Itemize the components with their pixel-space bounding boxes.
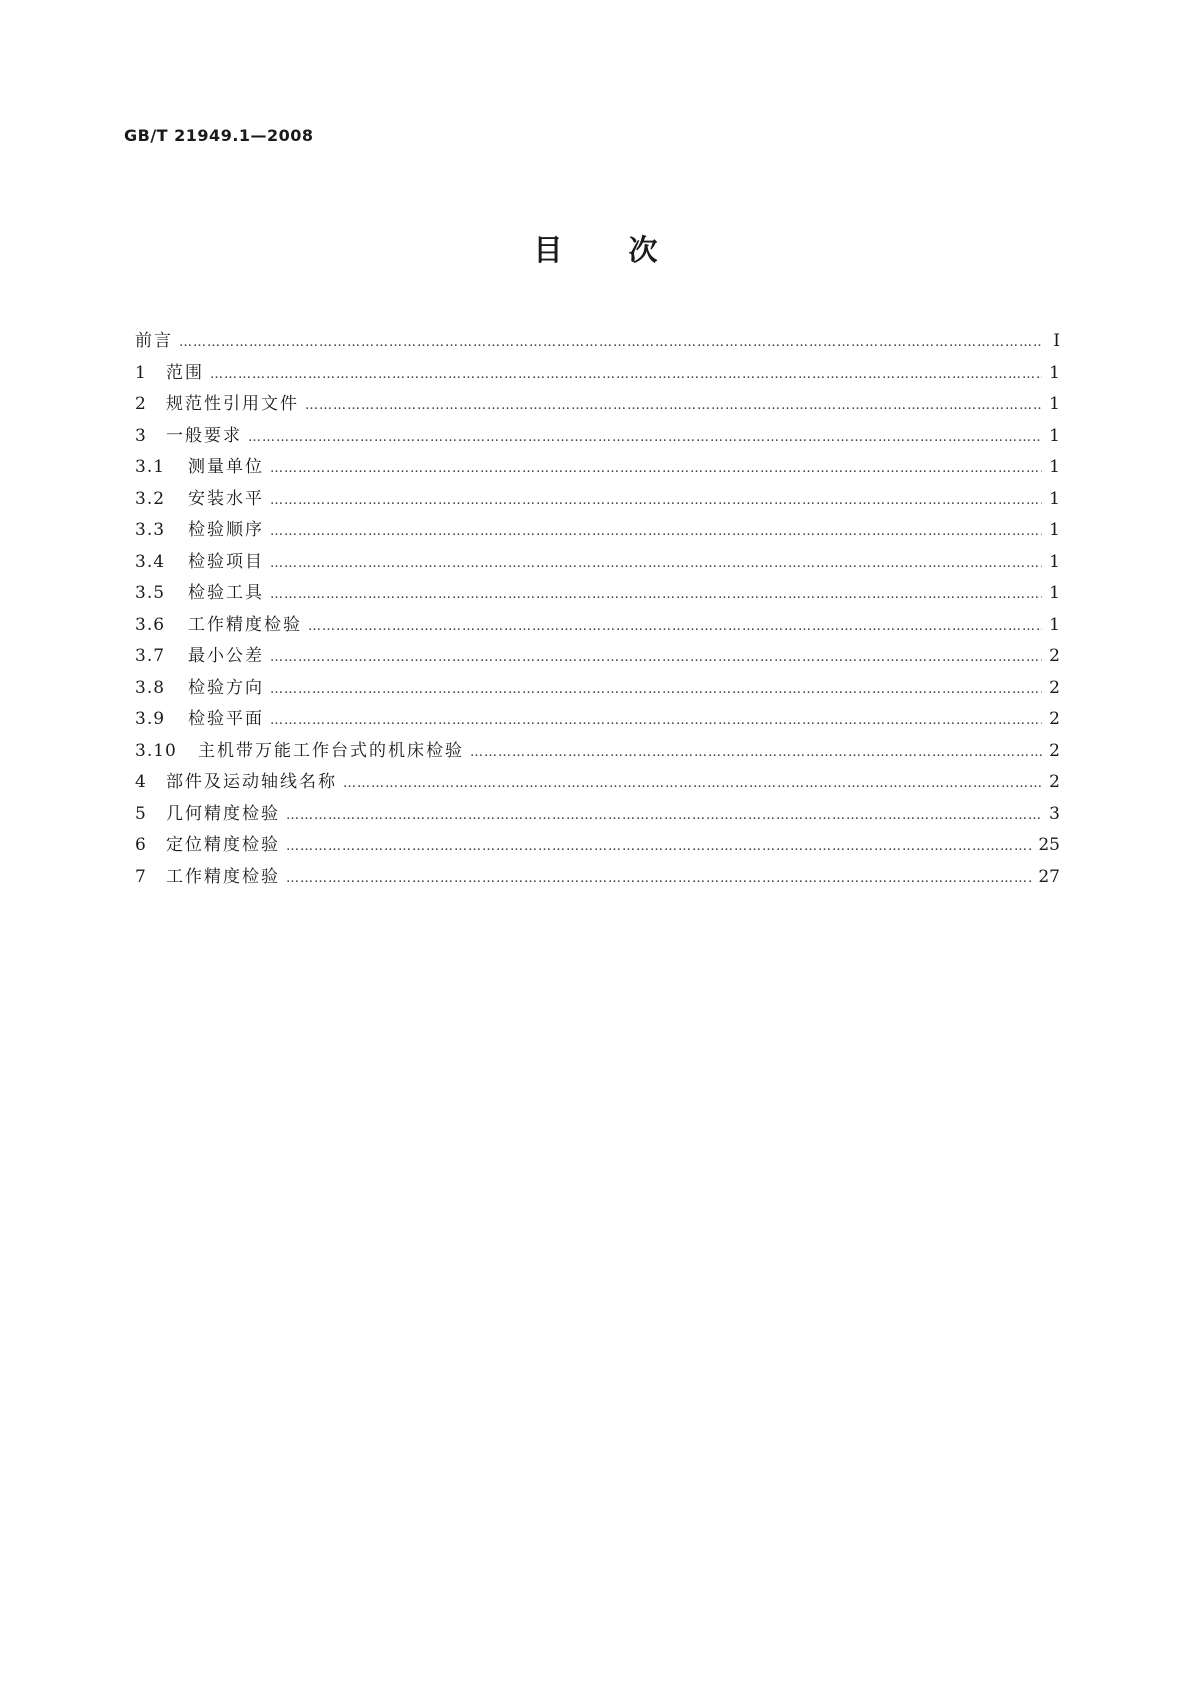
toc-leader-dots xyxy=(343,768,1042,800)
toc-entry-3[interactable] xyxy=(135,421,1060,453)
toc-entry-page: 2 xyxy=(1049,709,1060,729)
toc-entry-label: 定位精度检验 xyxy=(166,835,280,855)
toc-entry-2[interactable] xyxy=(135,389,1060,421)
toc-entry-number: 3.4 xyxy=(135,551,166,572)
toc-entry-3-7[interactable] xyxy=(135,641,1060,673)
toc-entry-number: 3.9 xyxy=(135,709,166,729)
toc-entry-number: 3.6 xyxy=(135,614,166,635)
toc-entry-number: 2 xyxy=(135,394,147,414)
toc-entry-label: 工作精度检验 xyxy=(188,614,302,635)
toc-entry-number: 7 xyxy=(135,866,147,887)
toc-entry-page: 1 xyxy=(1049,583,1060,603)
toc-leader-dots xyxy=(270,548,1042,580)
toc-entry-7[interactable] xyxy=(135,862,1060,894)
toc-entry-3-6[interactable] xyxy=(135,610,1060,642)
toc-entry-label: 规范性引用文件 xyxy=(166,394,299,414)
toc-entry-page: 1 xyxy=(1049,425,1060,446)
toc-entry-3-2[interactable] xyxy=(135,484,1060,516)
toc-leader-dots xyxy=(308,611,1042,643)
toc-entry-number: 3.7 xyxy=(135,646,166,666)
toc-entry-number: 3.3 xyxy=(135,520,166,540)
toc-entry-label: 一般要求 xyxy=(166,425,242,446)
toc-entry-page: 3 xyxy=(1049,803,1060,824)
toc-entry-foreword[interactable] xyxy=(135,326,1060,358)
toc-entry-6[interactable] xyxy=(135,830,1060,862)
toc-leader-dots xyxy=(270,485,1042,517)
toc-entry-page: 1 xyxy=(1049,488,1060,509)
toc-leader-dots xyxy=(179,327,1042,359)
toc-entry-3-10[interactable] xyxy=(135,736,1060,768)
toc-entry-5[interactable] xyxy=(135,799,1060,831)
toc-entry-3-4[interactable] xyxy=(135,547,1060,579)
toc-entry-label: 检验项目 xyxy=(188,551,264,572)
toc-entry-number: 6 xyxy=(135,835,147,855)
toc-entry-label: 范围 xyxy=(166,362,204,383)
toc-leader-dots xyxy=(470,737,1042,769)
toc-entry-label: 检验方向 xyxy=(188,677,264,698)
page-title xyxy=(0,228,1191,269)
toc-entry-label: 前言 xyxy=(135,331,173,351)
toc-entry-page: 2 xyxy=(1049,646,1060,666)
toc-entry-page: 2 xyxy=(1049,772,1060,792)
title-char-1: 目 xyxy=(533,233,563,267)
toc-entry-page: 27 xyxy=(1038,866,1060,887)
toc-leader-dots xyxy=(270,516,1042,548)
toc-leader-dots xyxy=(286,831,1032,863)
toc-entry-number: 4 xyxy=(135,772,147,792)
toc-entry-3-5[interactable] xyxy=(135,578,1060,610)
toc-entry-page: Ⅰ xyxy=(1053,331,1060,351)
toc-leader-dots xyxy=(270,579,1042,611)
toc-leader-dots xyxy=(305,390,1042,422)
toc-entry-label: 检验平面 xyxy=(188,709,264,729)
toc-entry-3-9[interactable] xyxy=(135,704,1060,736)
toc-entry-label: 几何精度检验 xyxy=(166,803,280,824)
toc-entry-page: 1 xyxy=(1049,362,1060,383)
table-of-contents xyxy=(135,326,1060,893)
toc-entry-number: 3.8 xyxy=(135,677,166,698)
toc-entry-number: 1 xyxy=(135,362,147,383)
toc-entry-number: 5 xyxy=(135,803,147,824)
toc-entry-3-8[interactable] xyxy=(135,673,1060,705)
toc-entry-page: 25 xyxy=(1038,835,1060,855)
toc-leader-dots xyxy=(270,642,1042,674)
toc-entry-page: 1 xyxy=(1049,457,1060,477)
standard-number: GB/T 21949.1—2008 xyxy=(124,126,314,145)
toc-entry-page: 1 xyxy=(1049,520,1060,540)
toc-entry-label: 安装水平 xyxy=(188,488,264,509)
toc-entry-page: 2 xyxy=(1049,740,1060,761)
toc-entry-number: 3.10 xyxy=(135,740,177,761)
toc-entry-3-3[interactable] xyxy=(135,515,1060,547)
toc-entry-number: 3 xyxy=(135,425,147,446)
toc-entry-page: 1 xyxy=(1049,614,1060,635)
toc-entry-page: 1 xyxy=(1049,551,1060,572)
toc-entry-label: 主机带万能工作台式的机床检验 xyxy=(198,740,464,761)
toc-entry-label: 工作精度检验 xyxy=(166,866,280,887)
toc-leader-dots xyxy=(270,705,1042,737)
toc-entry-3-1[interactable] xyxy=(135,452,1060,484)
toc-entry-1[interactable] xyxy=(135,358,1060,390)
toc-entry-page: 1 xyxy=(1049,394,1060,414)
toc-entry-number: 3.5 xyxy=(135,583,166,603)
toc-entry-label: 部件及运动轴线名称 xyxy=(166,772,337,792)
toc-leader-dots xyxy=(210,359,1042,391)
toc-leader-dots xyxy=(286,800,1042,832)
toc-entry-number: 3.1 xyxy=(135,457,166,477)
toc-entry-label: 检验顺序 xyxy=(188,520,264,540)
toc-leader-dots xyxy=(270,674,1042,706)
toc-leader-dots xyxy=(270,453,1042,485)
toc-entry-label: 测量单位 xyxy=(188,457,264,477)
toc-entry-label: 检验工具 xyxy=(188,583,264,603)
toc-leader-dots xyxy=(248,422,1042,454)
toc-entry-number: 3.2 xyxy=(135,488,166,509)
toc-entry-4[interactable] xyxy=(135,767,1060,799)
title-char-2: 次 xyxy=(628,233,658,267)
toc-entry-page: 2 xyxy=(1049,677,1060,698)
toc-entry-label: 最小公差 xyxy=(188,646,264,666)
toc-leader-dots xyxy=(286,863,1032,895)
